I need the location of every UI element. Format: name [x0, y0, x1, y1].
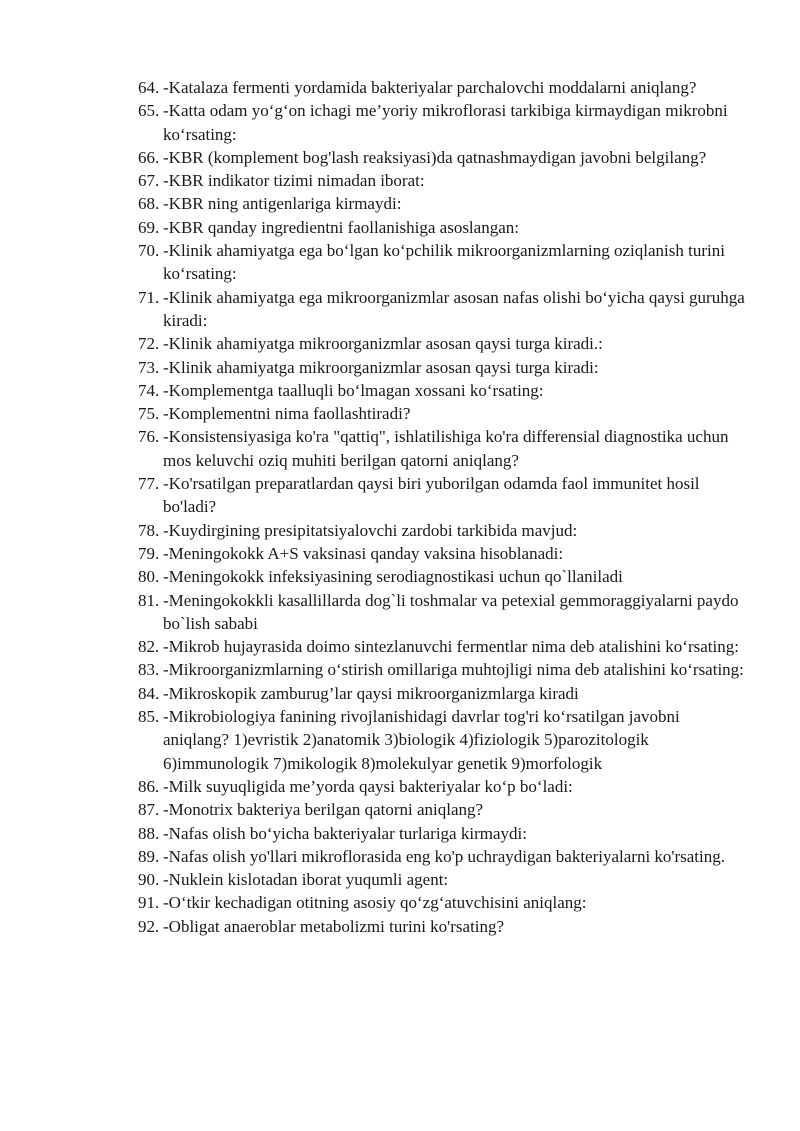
question-text: -Meningokokkli kasallillarda dog`li toshmalar va petexial gemmoraggiyalarni paydo bo`lish sababi — [163, 590, 739, 633]
question-text: -Mikroskopik zamburug’lar qaysi mikroorganizmlarga kiradi — [163, 683, 579, 703]
question-number: 84. — [138, 683, 160, 703]
question-text: -Komplementga taalluqli bo‘lmagan xossani ko‘rsating: — [163, 380, 544, 400]
question-number: 73. — [138, 357, 160, 377]
question-text: -Klinik ahamiyatga ega bo‘lgan ko‘pchilik mikroorganizmlarning oziqlanish turini ko‘rsating: — [163, 241, 725, 284]
question-text: -Mikrob hujayrasida doimo sintezlanuvchi fermentlar nima deb atalishini ko‘rsating: — [163, 637, 739, 657]
question-item — [138, 915, 748, 938]
question-item — [138, 356, 748, 379]
question-item — [138, 519, 748, 542]
question-number: 68. — [138, 194, 160, 214]
question-item — [138, 822, 748, 845]
question-number: 79. — [138, 543, 160, 563]
question-item — [138, 99, 748, 146]
question-item — [138, 658, 748, 681]
question-number: 82. — [138, 637, 160, 657]
question-text: -Nuklein kislotadan iborat yuqumli agent: — [163, 870, 449, 890]
question-number: 70. — [138, 241, 160, 261]
question-item — [138, 472, 748, 519]
question-text: -Katalaza fermenti yordamida bakteriyalar parchalovchi moddalarni aniqlang? — [163, 78, 697, 97]
question-text: -Obligat anaeroblar metabolizmi turini ko'rsating? — [163, 916, 505, 936]
question-text: -KBR indikator tizimi nimadan iborat: — [163, 171, 425, 191]
question-item — [138, 705, 748, 775]
question-item — [138, 192, 748, 215]
question-number: 86. — [138, 776, 160, 796]
question-text: -Kuydirgining presipitatsiyalovchi zardobi tarkibida mavjud: — [163, 520, 578, 540]
question-number: 75. — [138, 404, 160, 424]
question-item — [138, 146, 748, 169]
question-item — [138, 216, 748, 239]
question-number: 83. — [138, 660, 160, 680]
question-item — [138, 635, 748, 658]
question-item — [138, 775, 748, 798]
question-number: 64. — [138, 78, 160, 97]
question-item — [138, 402, 748, 425]
question-text: -Meningokokk A+S vaksinasi qanday vaksina hisoblanadi: — [163, 543, 564, 563]
question-item — [138, 891, 748, 914]
question-text: -Ko'rsatilgan preparatlardan qaysi biri yuborilgan odamda faol immunitet hosil bo'ladi? — [163, 474, 700, 517]
question-item — [138, 565, 748, 588]
question-text: -Komplementni nima faollashtiradi? — [163, 404, 411, 424]
question-number: 67. — [138, 171, 160, 191]
question-item — [138, 682, 748, 705]
question-text: -O‘tkir kechadigan otitning asosiy qo‘zg‘atuvchisini aniqlang: — [163, 893, 587, 913]
question-text: -Klinik ahamiyatga ega mikroorganizmlar asosan nafas olishi bo‘yicha qaysi guruhga kiradi: — [163, 287, 745, 330]
question-text: -Klinik ahamiyatga mikroorganizmlar asosan qaysi turga kiradi: — [163, 357, 599, 377]
question-number: 74. — [138, 380, 160, 400]
question-text: -Konsistensiyasiga ko'ra "qattiq", ishlatilishiga ko'ra differensial diagnostika uchun mos keluvchi oziq muhiti berilgan qatorni aniqlang? — [163, 427, 729, 470]
question-item — [138, 589, 748, 636]
question-number: 66. — [138, 147, 160, 167]
question-text: -Meningokokk infeksiyasining serodiagnostikasi uchun qo`llaniladi — [163, 567, 623, 587]
question-number: 65. — [138, 101, 160, 121]
question-number: 91. — [138, 893, 160, 913]
question-number: 78. — [138, 520, 160, 540]
question-number: 76. — [138, 427, 160, 447]
question-number: 72. — [138, 334, 160, 354]
question-number: 88. — [138, 823, 160, 843]
question-text: -Milk suyuqligida me’yorda qaysi bakteriyalar ko‘p bo‘ladi: — [163, 776, 573, 796]
question-text: -Katta odam yo‘g‘on ichagi me’yoriy mikroflorasi tarkibiga kirmaydigan mikrobni ko‘rsating: — [163, 101, 728, 144]
question-item — [138, 798, 748, 821]
question-item — [138, 286, 748, 333]
question-list — [138, 76, 748, 938]
question-text: -KBR qanday ingredientni faollanishiga asoslangan: — [163, 217, 519, 237]
question-text: -Mikrobiologiya fanining rivojlanishidagi davrlar tog'ri ko‘rsatilgan javobni aniqlang? 1)evristik 2)anatomik 3)biologik 4)fiziologik 5)parozitologik 6)immunologik 7)mikologik 8)molekulyar genetik 9)morfologik — [163, 707, 680, 773]
question-text: -KBR (komplement bog'lash reaksiyasi)da qatnashmaydigan javobni belgilang? — [163, 147, 707, 167]
question-item — [138, 76, 748, 99]
question-number: 87. — [138, 800, 160, 820]
question-text: -Klinik ahamiyatga mikroorganizmlar asosan qaysi turga kiradi.: — [163, 334, 603, 354]
question-item — [138, 379, 748, 402]
question-number: 80. — [138, 567, 160, 587]
question-item — [138, 868, 748, 891]
question-text: -Nafas olish bo‘yicha bakteriyalar turlariga kirmaydi: — [163, 823, 527, 843]
question-number: 92. — [138, 916, 160, 936]
question-item — [138, 332, 748, 355]
question-item — [138, 239, 748, 286]
question-text: -Monotrix bakteriya berilgan qatorni aniqlang? — [163, 800, 484, 820]
question-item — [138, 542, 748, 565]
question-number: 89. — [138, 846, 160, 866]
question-number: 90. — [138, 870, 160, 890]
question-number: 77. — [138, 474, 160, 494]
question-item — [138, 425, 748, 472]
question-text: -Mikroorganizmlarning o‘stirish omillariga muhtojligi nima deb atalishini ko‘rsating: — [163, 660, 744, 680]
question-item — [138, 169, 748, 192]
question-item — [138, 845, 748, 868]
question-text: -Nafas olish yo'llari mikroflorasida eng ko'p uchraydigan bakteriyalarni ko'rsating. — [163, 846, 725, 866]
question-number: 85. — [138, 707, 160, 727]
question-number: 81. — [138, 590, 160, 610]
question-number: 71. — [138, 287, 160, 307]
question-text: -KBR ning antigenlariga kirmaydi: — [163, 194, 402, 214]
question-number: 69. — [138, 217, 160, 237]
